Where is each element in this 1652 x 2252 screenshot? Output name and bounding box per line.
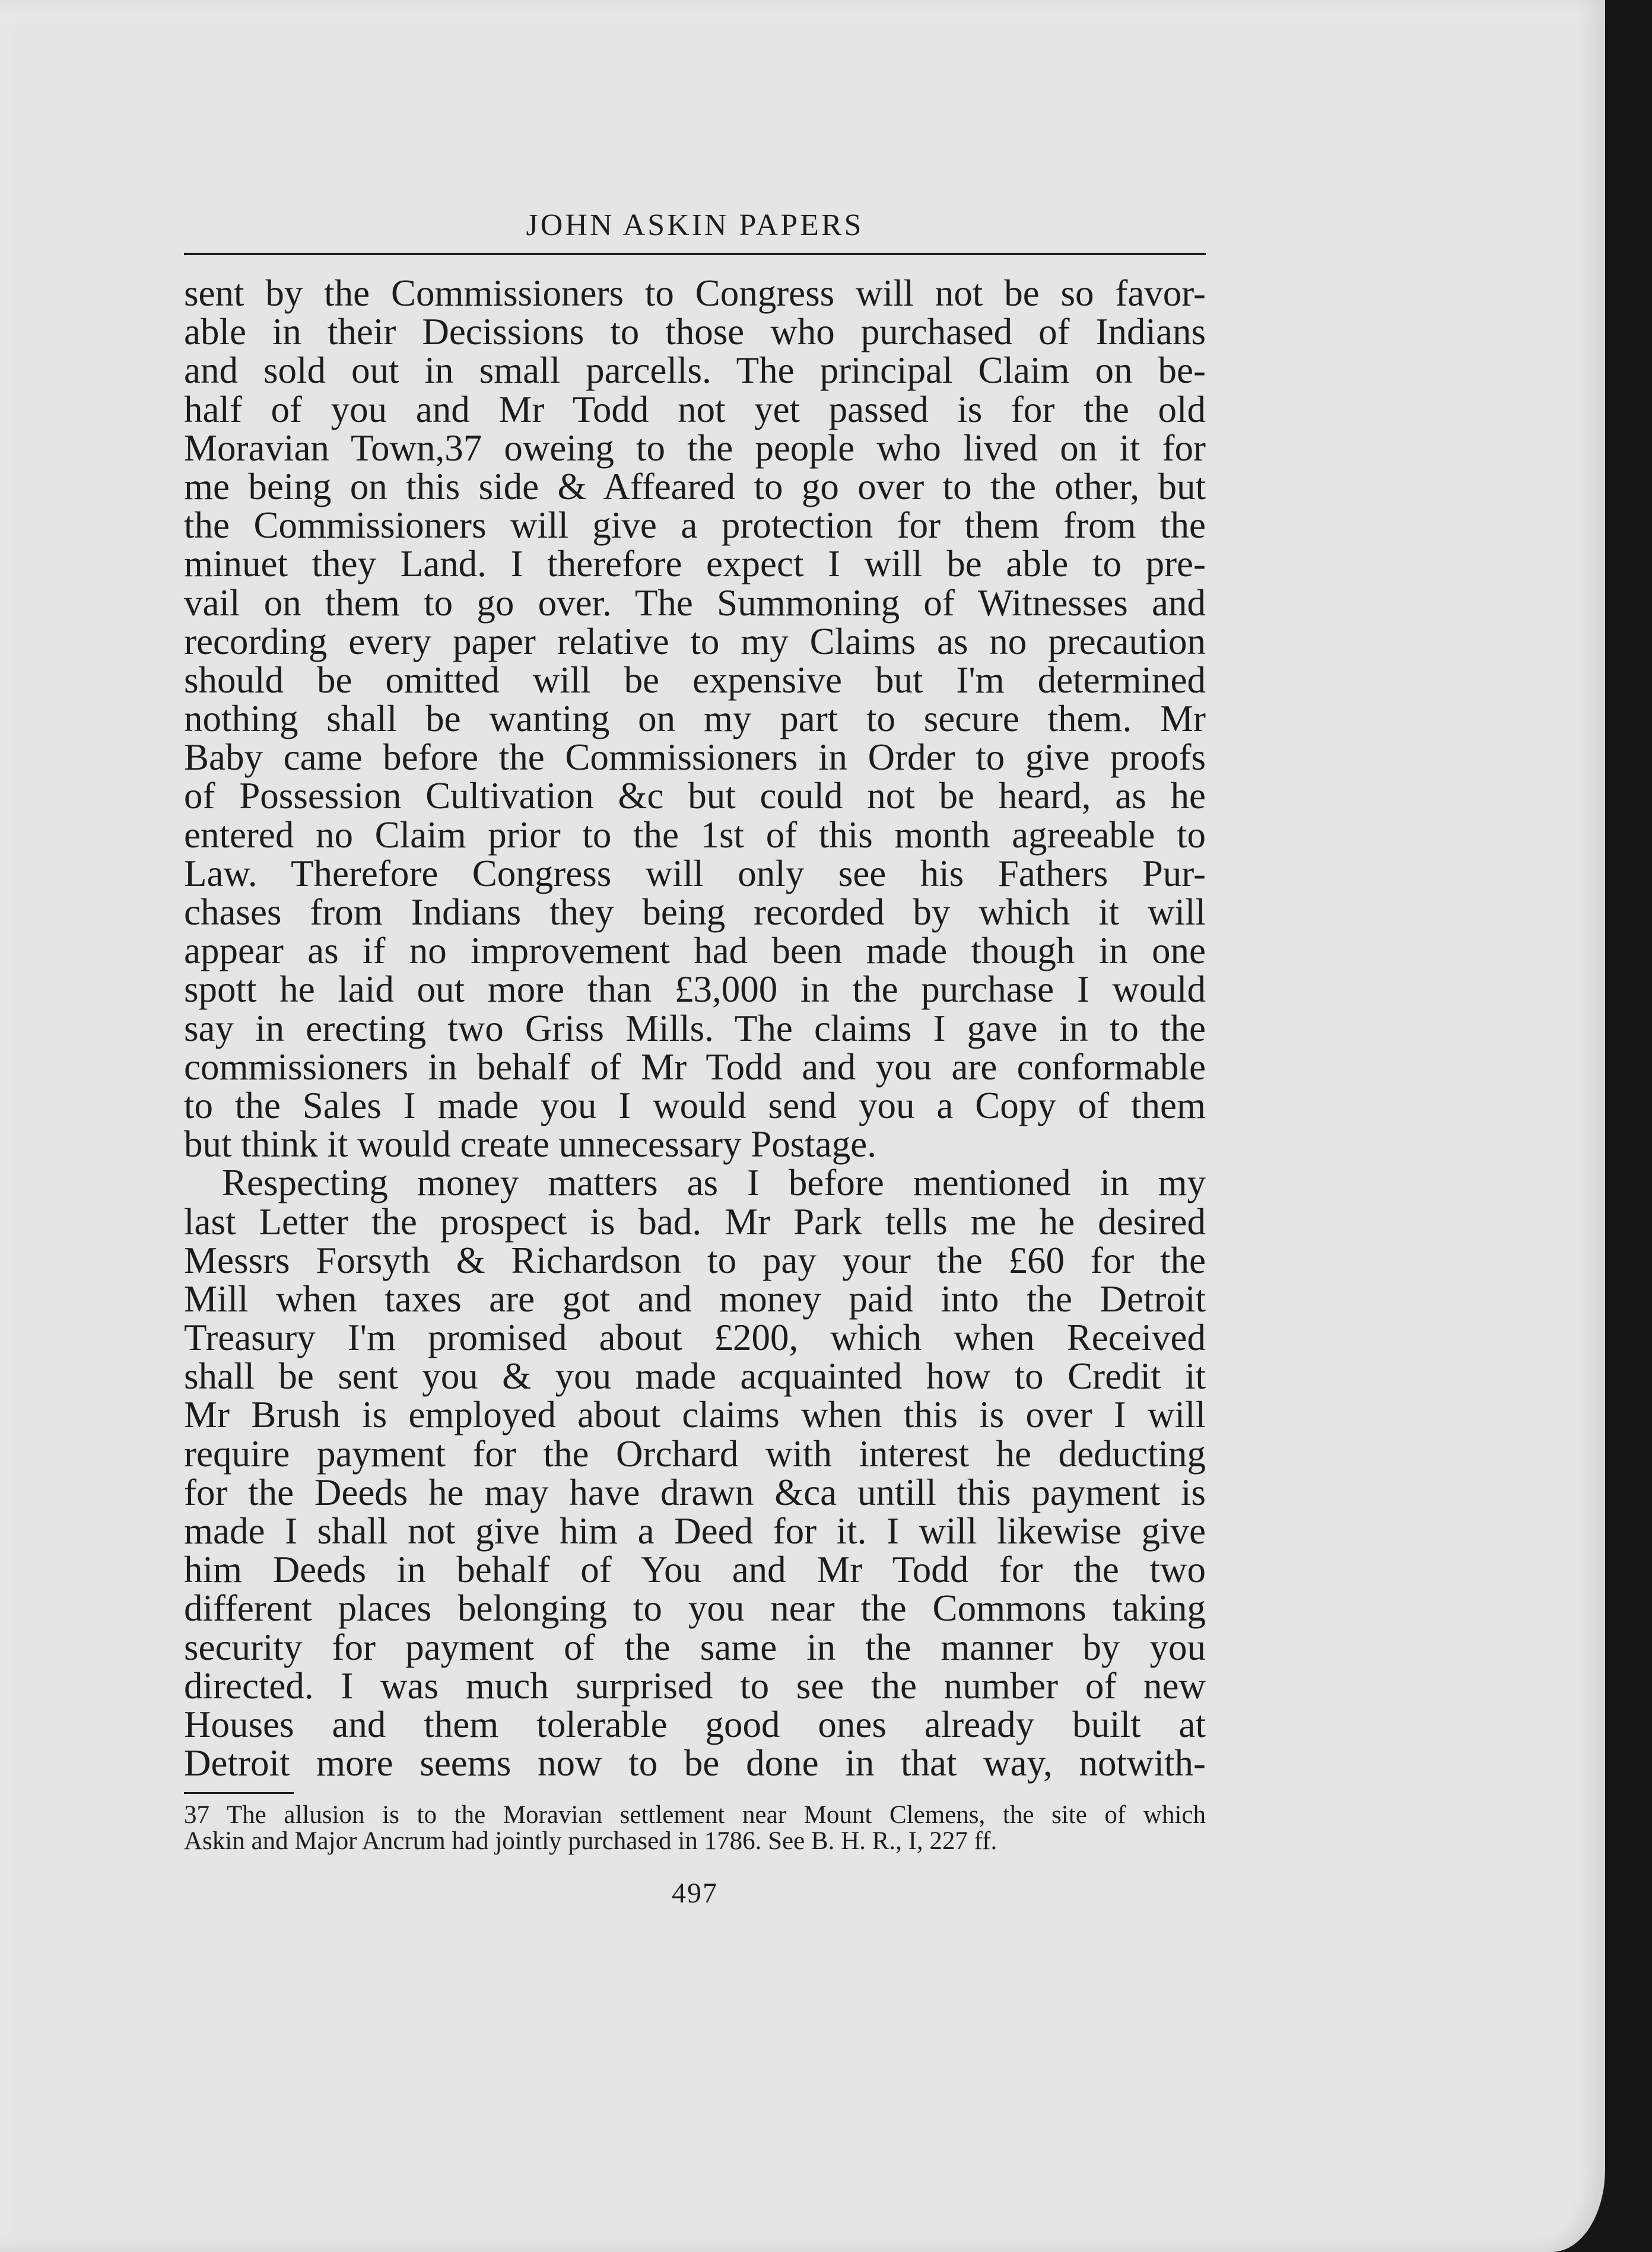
paragraph-end-line: but think it would create unnecessary Postage. bbox=[184, 1123, 876, 1165]
body-line: and sold out in small parcells. The principal Claim on be- bbox=[184, 350, 1206, 392]
body-line: commissioners in behalf of Mr Todd and you are conformable bbox=[184, 1046, 1206, 1088]
body-text bbox=[184, 274, 1206, 1783]
body-line: the Commissioners will give a protection for them from the bbox=[184, 504, 1206, 547]
body-line: Treasury I'm promised about £200, which when Received bbox=[184, 1317, 1206, 1359]
footnote bbox=[184, 1802, 1206, 1854]
body-line: Law. Therefore Congress will only see his Fathers Pur- bbox=[184, 852, 1206, 894]
page-number: 497 bbox=[672, 1878, 718, 1910]
body-line: entered no Claim prior to the 1st of this month agreeable to bbox=[184, 814, 1206, 856]
body-line: require payment for the Orchard with interest he deducting bbox=[184, 1432, 1206, 1475]
body-line: Baby came before the Commissioners in Order to give proofs bbox=[184, 736, 1206, 779]
body-line: Mill when taxes are got and money paid into the Detroit bbox=[184, 1278, 1206, 1320]
body-line: minuet they Land. I therefore expect I will be able to pre- bbox=[184, 543, 1206, 585]
body-line: security for payment of the same in the manner by you bbox=[184, 1626, 1206, 1668]
body-line: of Possession Cultivation &c but could not be heard, as he bbox=[184, 775, 1206, 817]
body-line: shall be sent you & you made acquainted how to Credit it bbox=[184, 1355, 1206, 1397]
body-line: able in their Decissions to those who purchased of Indians bbox=[184, 311, 1206, 353]
body-line: half of you and Mr Todd not yet passed is for the old bbox=[184, 388, 1206, 430]
body-line: sent by the Commissioners to Congress will not be so favor- bbox=[184, 272, 1206, 314]
body-line: say in erecting two Griss Mills. The claims I gave in to the bbox=[184, 1007, 1206, 1049]
body-line: chases from Indians they being recorded by which it will bbox=[184, 891, 1206, 933]
running-head: JOHN ASKIN PAPERS bbox=[526, 208, 864, 242]
body-line: last Letter the prospect is bad. Mr Park tells me he desired bbox=[184, 1200, 1206, 1243]
body-line: spott he laid out more than £3,000 in the purchase I would bbox=[184, 968, 1206, 1011]
header-rule bbox=[184, 253, 1206, 255]
body-line: made I shall not give him a Deed for it. I will likewise give bbox=[184, 1510, 1206, 1552]
body-line: Detroit more seems now to be done in that way, notwith- bbox=[184, 1742, 1206, 1784]
body-line: vail on them to go over. The Summoning of Witnesses and bbox=[184, 582, 1206, 624]
body-line: different places belonging to you near the Commons taking bbox=[184, 1587, 1206, 1630]
body-line: recording every paper relative to my Claims as no precaution bbox=[184, 620, 1206, 662]
body-line: Moravian Town,37 oweing to the people who lived on it for bbox=[184, 427, 1206, 469]
body-line: me being on this side & Affeared to go over to the other, but bbox=[184, 465, 1206, 507]
body-line: Houses and them tolerable good ones already built at bbox=[184, 1703, 1206, 1745]
paragraph-start-line: Respecting money matters as I before mentioned in my bbox=[222, 1162, 1206, 1204]
footnote-line: 37 The allusion is to the Moravian settlement near Mount Clemens, the site of which bbox=[184, 1801, 1206, 1829]
body-line: Mr Brush is employed about claims when this is over I will bbox=[184, 1394, 1206, 1436]
body-line: directed. I was much surprised to see the number of new bbox=[184, 1665, 1206, 1707]
body-line: appear as if no improvement had been made though in one bbox=[184, 930, 1206, 972]
body-line: him Deeds in behalf of You and Mr Todd for the two bbox=[184, 1549, 1206, 1591]
footnote-rule bbox=[184, 1792, 294, 1794]
body-line: Messrs Forsyth & Richardson to pay your the £60 for the bbox=[184, 1239, 1206, 1281]
body-line: for the Deeds he may have drawn &ca untill this payment is bbox=[184, 1471, 1206, 1513]
footnote-line: Askin and Major Ancrum had jointly purchased in 1786. See B. H. R., I, 227 ff. bbox=[184, 1827, 997, 1856]
body-line: nothing shall be wanting on my part to secure them. Mr bbox=[184, 698, 1206, 740]
text-block bbox=[184, 202, 1206, 1911]
body-line: should be omitted will be expensive but I'm determined bbox=[184, 659, 1206, 701]
body-line: to the Sales I made you I would send you a Copy of them bbox=[184, 1084, 1206, 1126]
